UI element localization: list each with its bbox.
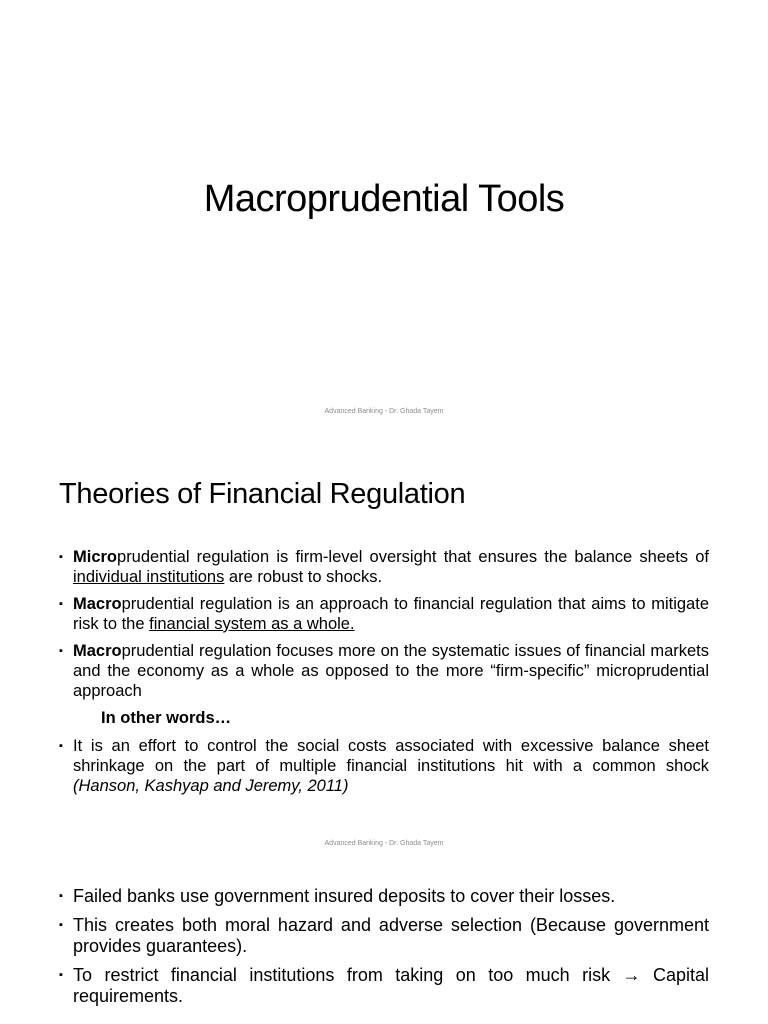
bullet-text: Failed banks use government insured deposits to cover their losses.	[73, 886, 616, 906]
bullet-text-end: are robust to shocks.	[224, 568, 383, 586]
bullet-text: prudential regulation is an approach to financial regulation that aims to mitigate risk to the	[73, 595, 709, 633]
slide-footer: Advanced Banking - Dr. Ghada Tayem	[324, 840, 444, 847]
bullet-icon: ▪	[59, 598, 63, 610]
bullet-text: To restrict financial institutions from taking on too much risk → Capital requirements.	[73, 965, 709, 1006]
bullet-item-micro	[59, 547, 709, 587]
bullet-item-macro-approach	[59, 594, 709, 634]
theories-slide	[0, 432, 768, 864]
slide-title: Theories of Financial Regulation	[59, 478, 466, 510]
bullet-item	[59, 886, 709, 907]
bullet-item-social-costs	[59, 736, 709, 796]
bullet-item	[59, 965, 709, 1007]
bullet-icon: ▪	[59, 645, 63, 657]
slide-footer: Advanced Banking - Dr. Ghada Tayem	[324, 408, 444, 415]
underlined-phrase: individual institutions	[73, 568, 225, 586]
capital-requirements-slide	[0, 864, 768, 1024]
slide-title: Macroprudential Tools	[203, 178, 565, 220]
bullet-item	[59, 915, 709, 957]
title-slide	[0, 0, 768, 432]
bullet-text: It is an effort to control the social costs associated with excessive balance sheet shrinkage on the part of multiple financial institutions hit with a common shock	[73, 737, 709, 775]
bullet-text: prudential regulation focuses more on the systematic issues of financial markets and the economy as a whole as opposed to the more “firm-specific” microprudential approach	[73, 642, 709, 700]
bold-term: Macro	[73, 642, 122, 660]
bullet-list	[59, 547, 709, 803]
bullet-icon: ▪	[59, 890, 63, 902]
citation: (Hanson, Kashyap and Jeremy, 2011)	[73, 777, 349, 795]
bullet-text: prudential regulation is firm-level oversight that ensures the balance sheets of	[117, 548, 709, 566]
bullet-list	[59, 886, 709, 1015]
subheading: In other words…	[101, 709, 232, 727]
bold-term: Micro	[73, 548, 118, 566]
bullet-icon: ▪	[59, 740, 63, 752]
bullet-icon: ▪	[59, 969, 63, 981]
underlined-phrase: financial system as a whole.	[149, 615, 355, 633]
bold-term: Macro	[73, 595, 122, 613]
bullet-item-macro-focus	[59, 641, 709, 701]
bullet-icon: ▪	[59, 919, 63, 931]
bullet-icon: ▪	[59, 551, 63, 563]
bullet-text: This creates both moral hazard and adverse selection (Because government provides guarantees).	[73, 915, 709, 956]
